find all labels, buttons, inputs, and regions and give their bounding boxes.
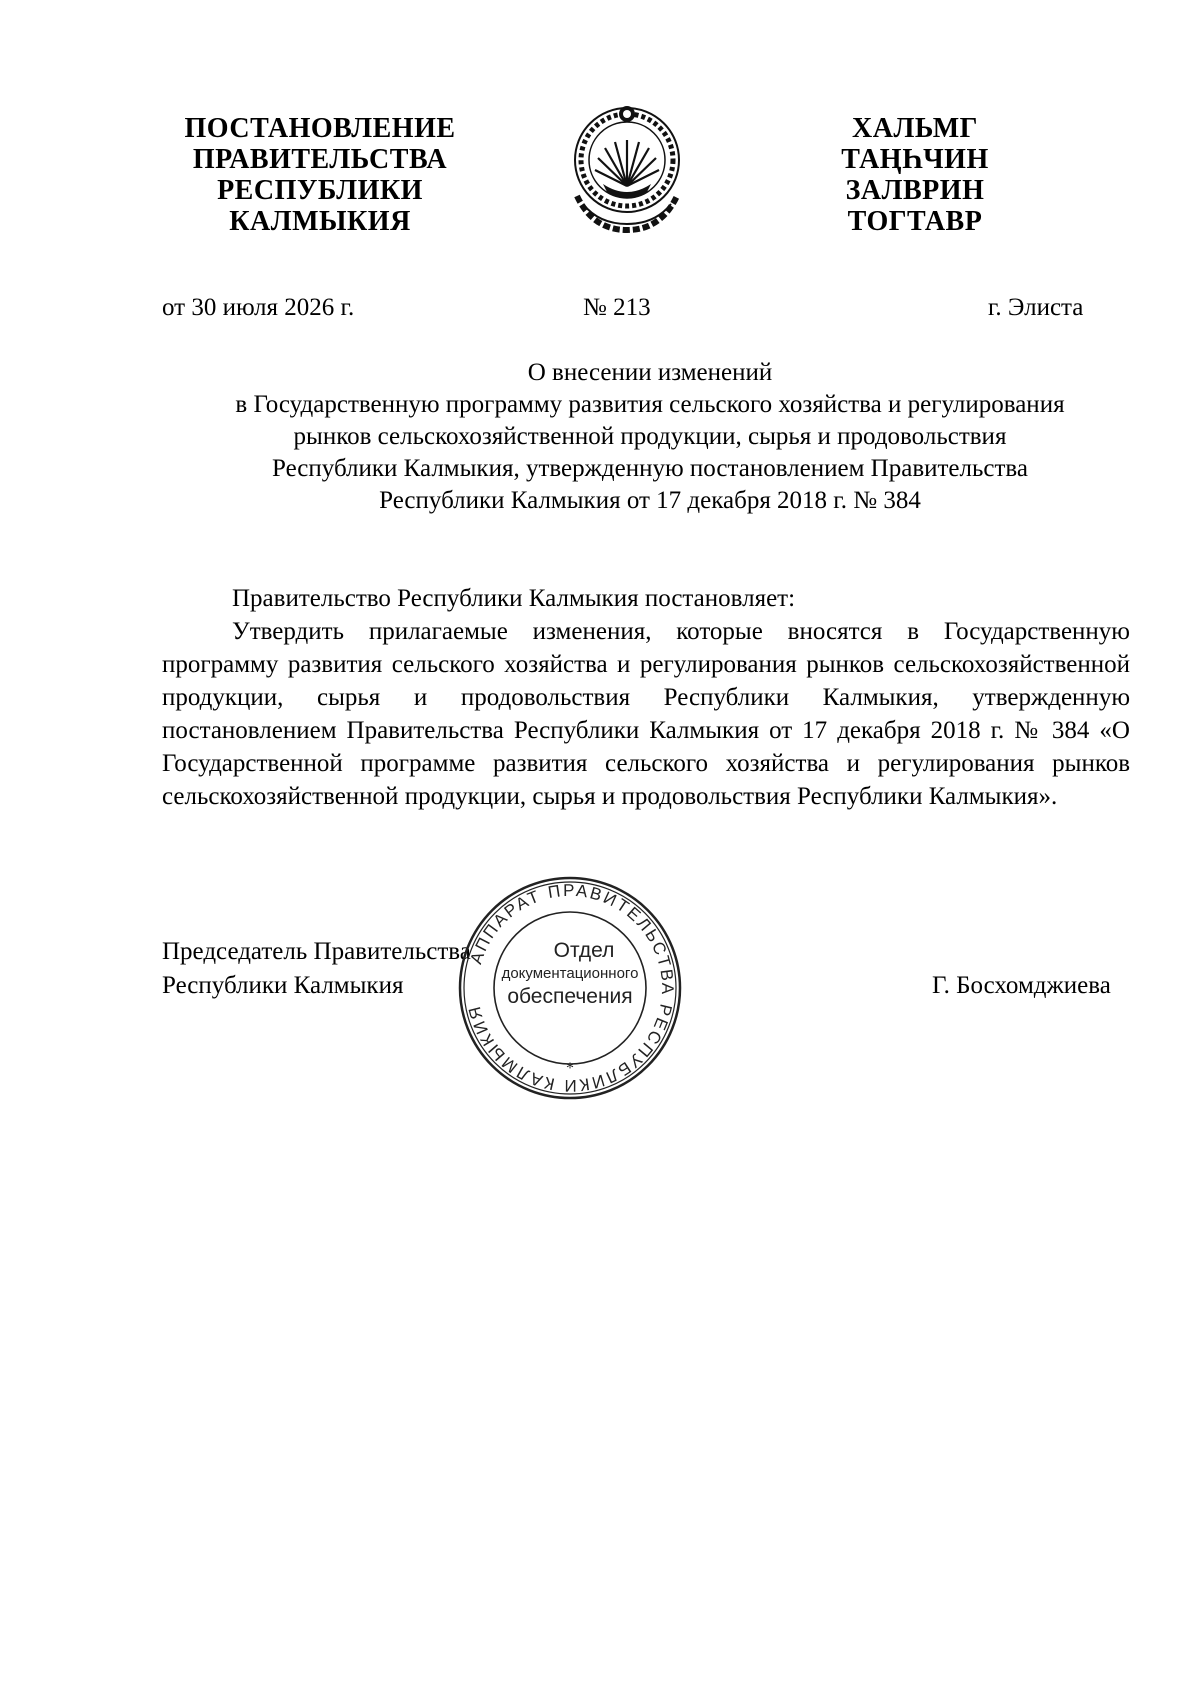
document-city: г. Элиста xyxy=(988,294,1084,321)
header-right-line: ЗАЛВРИН xyxy=(845,175,985,206)
header-left-line: КАЛМЫКИЯ xyxy=(229,206,411,237)
document-body xyxy=(162,582,1130,813)
header-left-title xyxy=(170,113,470,237)
signatory-position xyxy=(162,935,471,1003)
header-right-line: ТОГТАВР xyxy=(847,206,983,237)
header-right-line: ХАЛЬМГ xyxy=(852,113,978,144)
title-line: рынков сельскохозяйственной продукции, сырья и продовольствия xyxy=(293,423,1007,450)
title-line: в Государственную программу развития сельского хозяйства и регулирования xyxy=(235,391,1065,418)
signatory-position-line: Председатель Правительства xyxy=(162,938,471,965)
stamp-star: * xyxy=(566,1060,574,1077)
title-line: Республики Калмыкия, утвержденную постановлением Правительства xyxy=(272,455,1028,482)
document-date: от 30 июля 2026 г. xyxy=(162,294,355,321)
title-line: Республики Калмыкия от 17 декабря 2018 г. № 384 xyxy=(379,487,921,514)
document-title xyxy=(150,357,1150,517)
body-paragraph: Утвердить прилагаемые изменения, которые вносятся в Государственную программу развития сельского хозяйства и регулирования рынков сельскохозяйственной продукции, сырья и продовольствия Республики Калмыкия, утвержденную постановлением Правительства Республики Калмыкия от 17 декабря 2018 г. № 384 «О Государственной программе развития сельского хозяйства и регулирования рынков сельскохозяйственной продукции, сырья и продовольствия Республики Калмыкия». xyxy=(162,618,1130,810)
stamp-center-line: Отдел xyxy=(553,939,615,962)
header-left-line: ПОСТАНОВЛЕНИЕ xyxy=(184,113,456,144)
signatory-position-line: Республики Калмыкия xyxy=(162,972,404,999)
stamp-center-line: обеспечения xyxy=(507,985,633,1008)
header-left-line: ПРАВИТЕЛЬСТВА xyxy=(192,144,448,175)
signatory-name: Г. Босхомджиева xyxy=(932,972,1111,999)
header-right-title xyxy=(815,113,1015,237)
coat-of-arms-emblem-icon xyxy=(563,100,691,240)
title-line: О внесении изменений xyxy=(527,359,773,386)
body-paragraph: Правительство Республики Калмыкия постановляет: xyxy=(232,585,796,612)
header-left-line: РЕСПУБЛИКИ xyxy=(217,175,423,206)
header-right-line: ТАҢҺЧИН xyxy=(841,144,989,175)
stamp-center-text xyxy=(485,938,655,1010)
stamp-ring-text: АППАРАТ ПРАВИТЕЛЬСТВА РЕСПУБЛИКИ КАЛМЫКИЯ xyxy=(464,880,678,1096)
document-number: № 213 xyxy=(583,294,651,321)
stamp-center-line: документационного xyxy=(501,965,639,982)
